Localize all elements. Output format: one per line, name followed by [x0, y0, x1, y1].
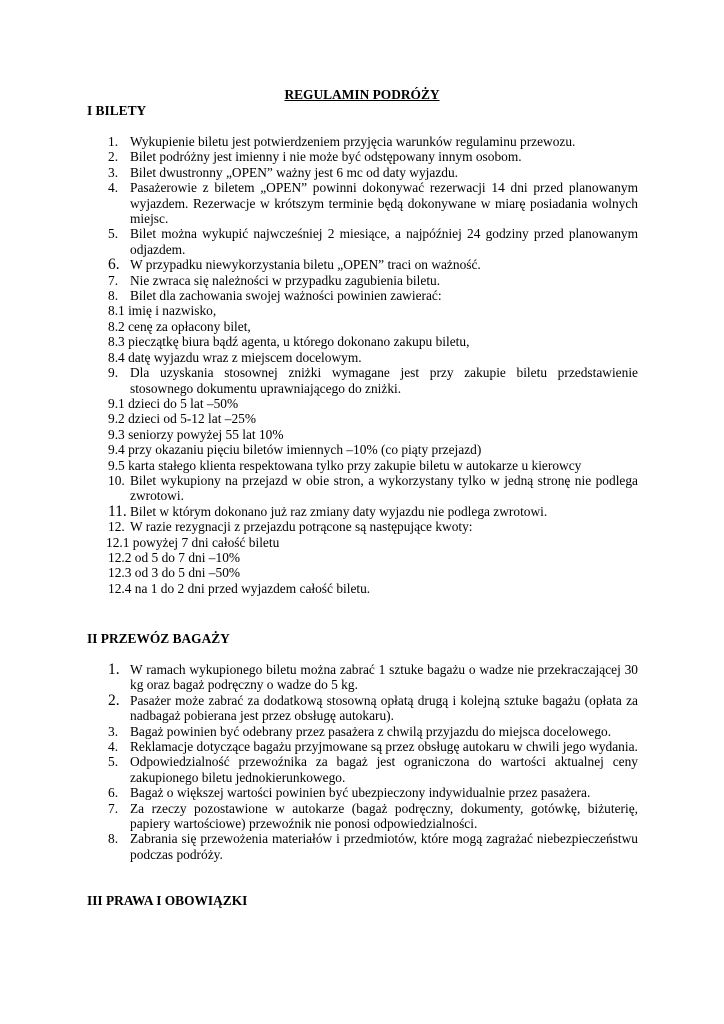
item-text: Bilet wykupiony na przejazd w obie stron, a wykorzystany tylko w jedną stronę nie podlega zwrotowi. — [130, 472, 638, 504]
item-text: Zabrania się przewożenia materiałów i przedmiotów, które mogą zagrażać niebezpieczeństwu podczas podróży. — [130, 831, 638, 862]
bilety-list — [0, 134, 724, 596]
item-number: 12. — [108, 519, 125, 535]
item-text: Pasażerowie z biletem „OPEN” powinni dokonywać rezerwacji 14 dni przed planowanym wyjazdem. Rezerwacje w krótszym terminie będą dokonywane w miarę posiadania wolnych miejsc. — [130, 180, 638, 227]
sub-item-text: 8.1 imię i nazwisko, — [108, 303, 217, 319]
item-number: 10. — [108, 472, 125, 488]
list-item — [0, 754, 724, 785]
sub-list-item — [0, 396, 724, 411]
list-item — [0, 801, 724, 832]
list-item — [0, 693, 724, 724]
item-number: 3. — [108, 164, 119, 180]
sub-list-item — [0, 565, 724, 580]
item-number: 11. — [108, 502, 127, 520]
list-item — [0, 165, 724, 180]
section-heading-bilety: I BILETY — [87, 103, 147, 118]
list-item — [0, 149, 724, 164]
list-item — [0, 739, 724, 754]
sub-list-item — [0, 550, 724, 565]
sub-item-text: 8.4 datę wyjazdu wraz z miejscem docelowym. — [108, 349, 362, 365]
sub-item-text: 12.3 od 3 do 5 dni –50% — [108, 565, 241, 581]
item-number: 5. — [108, 754, 119, 770]
sub-list-item — [0, 350, 724, 365]
item-number: 5. — [108, 226, 119, 242]
sub-item-text: 12.2 od 5 do 7 dni –10% — [108, 549, 241, 565]
item-text: Bilet w którym dokonano już raz zmiany daty wyjazdu nie podlega zwrotowi. — [130, 503, 548, 519]
list-item — [0, 180, 724, 226]
item-number: 6. — [108, 256, 120, 274]
list-item — [0, 365, 724, 396]
item-number: 6. — [108, 785, 119, 801]
item-text: Pasażer może zabrać za dodatkową stosowną opłatą drugą i kolejną sztuke bagażu (opłata za nadbagaż pobierana jest przez obsługę autokaru). — [130, 692, 638, 724]
sub-item-text: 9.2 dzieci od 5-12 lat –25% — [108, 411, 257, 427]
item-text: Reklamacje dotyczące bagażu przyjmowane są przez obsługę autokaru w chwili jego wydania. — [130, 739, 638, 755]
bagaz-list — [0, 662, 724, 862]
section-heading-bagaz: II PRZEWÓZ BAGAŻY — [87, 631, 230, 646]
list-item — [0, 473, 724, 504]
document-title: REGULAMIN PODRÓŻY — [284, 87, 440, 102]
list-item — [0, 257, 724, 272]
item-number: 2. — [108, 149, 119, 165]
sub-list-item — [0, 535, 724, 550]
item-text: Wykupienie biletu jest potwierdzeniem przyjęcia warunków regulaminu przewozu. — [130, 134, 576, 149]
item-number: 1. — [108, 134, 119, 149]
item-number: 7. — [108, 272, 119, 288]
sub-item-text: 9.3 seniorzy powyżej 55 lat 10% — [108, 426, 284, 442]
item-text: Bagaż o większej wartości powinien być ubezpieczony indywidualnie przez pasażera. — [130, 785, 591, 801]
item-text: Nie zwraca się należności w przypadku zagubienia biletu. — [130, 272, 441, 288]
item-number: 9. — [108, 365, 119, 381]
item-text: W przypadku niewykorzystania biletu „OPEN” traci on ważność. — [130, 257, 481, 273]
list-item — [0, 785, 724, 800]
list-item — [0, 662, 724, 693]
item-number: 8. — [108, 288, 119, 304]
sub-item-text: 9.5 karta stałego klienta respektowana tylko przy zakupie biletu w autokarze u kierowcy — [108, 457, 582, 473]
list-item — [0, 273, 724, 288]
item-text: Bilet podróżny jest imienny i nie może być odstępowany innym osobom. — [130, 149, 522, 165]
section-heading-prawa: III PRAWA I OBOWIĄZKI — [87, 893, 248, 908]
sub-item-text: 8.3 pieczątkę biura bądź agenta, u którego dokonano zakupu biletu, — [108, 334, 470, 350]
item-text: Bilet dwustronny „OPEN” ważny jest 6 mc od daty wyjazdu. — [130, 164, 459, 180]
sub-list-item — [0, 581, 724, 596]
item-number: 2. — [108, 691, 120, 709]
item-text: Bilet można wykupić najwcześniej 2 miesiące, a najpóźniej 24 godziny przed planowanym odjazdem. — [130, 226, 638, 257]
item-number: 4. — [108, 180, 119, 196]
sub-item-text: 12.4 na 1 do 2 dni przed wyjazdem całość biletu. — [108, 580, 371, 596]
item-text: Bagaż powinien być odebrany przez pasażera z chwilą przyjazdu do miejsca docelowego. — [130, 723, 612, 739]
sub-item-text: 12.1 powyżej 7 dni całość biletu — [106, 534, 280, 550]
sub-list-item — [0, 319, 724, 334]
list-item — [0, 226, 724, 257]
list-item — [0, 288, 724, 303]
item-number: 1. — [108, 661, 120, 678]
list-item — [0, 134, 724, 149]
item-number: 4. — [108, 739, 119, 755]
item-text: W razie rezygnacji z przejazdu potrącone są następujące kwoty: — [130, 519, 473, 535]
sub-list-item — [0, 427, 724, 442]
item-number: 8. — [108, 831, 119, 847]
list-item — [0, 504, 724, 519]
sub-list-item — [0, 411, 724, 426]
item-text: W ramach wykupionego biletu można zabrać 1 sztuke bagażu o wadze nie przekraczającej 30 kg oraz bagaż podręczny o wadze do 5 kg. — [130, 662, 638, 693]
item-text: Odpowiedzialność przewoźnika za bagaż jest ograniczona do wartości aktualnej ceny zakupionego biletu jednokierunkowego. — [130, 754, 638, 785]
item-number: 3. — [108, 723, 119, 739]
list-item — [0, 724, 724, 739]
sub-item-text: 9.1 dzieci do 5 lat –50% — [108, 395, 239, 411]
sub-list-item — [0, 334, 724, 349]
sub-item-text: 9.4 przy okazaniu pięciu biletów imiennych –10% (co piąty przejazd) — [108, 442, 482, 458]
sub-list-item — [0, 458, 724, 473]
item-text: Za rzeczy pozostawione w autokarze (bagaż podręczny, dokumenty, gotówkę, biżuterię, papiery wartościowe) przewoźnik nie ponosi odpowiedzialności. — [130, 800, 638, 832]
sub-item-text: 8.2 cenę za opłacony bilet, — [108, 318, 251, 334]
sub-list-item — [0, 303, 724, 318]
item-text: Dla uzyskania stosownej zniżki wymagane jest przy zakupie biletu przedstawienie stosownego dokumentu uprawniającego do zniżki. — [130, 365, 638, 396]
item-number: 7. — [108, 800, 119, 816]
sub-list-item — [0, 442, 724, 457]
list-item — [0, 831, 724, 862]
list-item — [0, 519, 724, 534]
item-text: Bilet dla zachowania swojej ważności powinien zawierać: — [130, 288, 442, 304]
